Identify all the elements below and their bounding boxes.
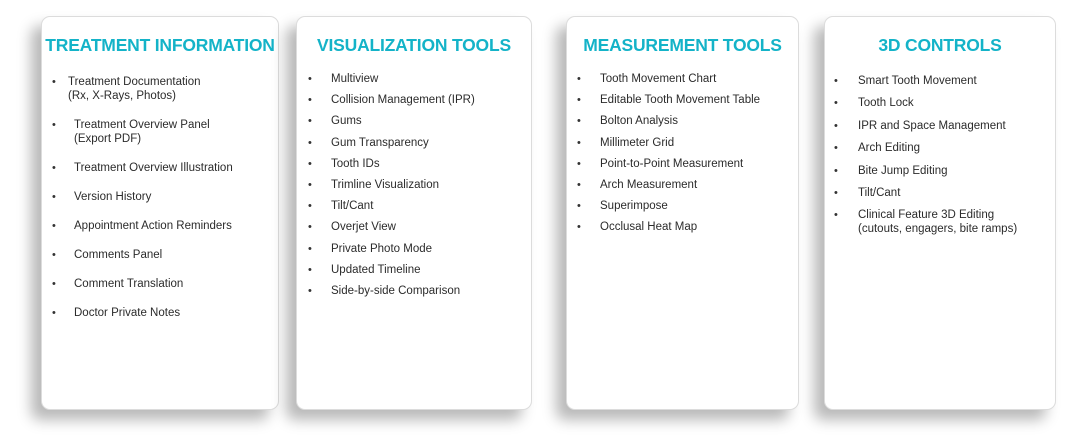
bullet-icon: • bbox=[52, 278, 56, 290]
panel-title: TREATMENT INFORMATION bbox=[45, 35, 275, 55]
list-item bbox=[308, 263, 531, 277]
list-item bbox=[577, 93, 798, 107]
bullet-icon: • bbox=[52, 220, 56, 232]
bullet-icon: • bbox=[308, 242, 312, 255]
bullet-icon: • bbox=[308, 200, 312, 213]
bullet-icon: • bbox=[308, 157, 312, 170]
bullet-icon: • bbox=[308, 136, 312, 149]
list-item-label: Version History bbox=[74, 191, 152, 203]
list-item bbox=[577, 220, 798, 234]
list-item-label: Occlusal Heat Map bbox=[600, 221, 698, 234]
list-item bbox=[577, 178, 798, 192]
list-item-label: Tooth IDs bbox=[331, 157, 380, 170]
list-item-label: Bolton Analysis bbox=[600, 115, 678, 128]
list-item-label: Smart Tooth Movement bbox=[858, 75, 977, 87]
list-item bbox=[834, 141, 1055, 155]
bullet-icon: • bbox=[577, 115, 581, 128]
bullet-icon: • bbox=[577, 94, 581, 107]
list-item-label: Millimeter Grid bbox=[600, 136, 675, 149]
list-item-label: Tilt/Cant bbox=[858, 186, 901, 199]
list-item-label: Treatment Overview Illustration bbox=[74, 162, 233, 174]
bullet-icon: • bbox=[577, 200, 581, 213]
bullet-icon: • bbox=[308, 73, 312, 85]
list-item bbox=[834, 96, 1055, 110]
list-item-label: Point-to-Point Measurement bbox=[600, 157, 744, 170]
list-item-label: Arch Measurement bbox=[600, 178, 698, 191]
feature-list bbox=[42, 75, 278, 320]
bullet-icon: • bbox=[308, 115, 312, 128]
bullet-icon: • bbox=[834, 119, 838, 132]
list-item-label: Treatment Documentation (Rx, X-Rays, Photos) bbox=[68, 76, 201, 102]
bullet-icon: • bbox=[308, 263, 312, 276]
bullet-icon: • bbox=[52, 119, 56, 131]
list-item bbox=[52, 75, 278, 103]
list-item bbox=[577, 136, 798, 150]
list-item-label: Treatment Overview Panel (Export PDF) bbox=[74, 119, 210, 145]
list-item-label: Appointment Action Reminders bbox=[74, 220, 232, 232]
bullet-icon: • bbox=[52, 307, 56, 319]
bullet-icon: • bbox=[52, 76, 56, 88]
bullet-icon: • bbox=[834, 142, 838, 155]
list-item-label: Comments Panel bbox=[74, 249, 163, 261]
bullet-icon: • bbox=[308, 94, 312, 107]
bullet-icon: • bbox=[834, 186, 838, 199]
list-item-label: Trimline Visualization bbox=[331, 178, 440, 191]
list-item-label: Gums bbox=[331, 115, 362, 128]
list-item bbox=[308, 178, 531, 192]
list-item-label: Clinical Feature 3D Editing (cutouts, engagers, bite ramps) bbox=[858, 209, 1018, 236]
list-item-label: Overjet View bbox=[331, 221, 396, 234]
list-item bbox=[308, 220, 531, 234]
bullet-icon: • bbox=[834, 75, 838, 87]
list-item bbox=[308, 199, 531, 213]
list-item-label: Doctor Private Notes bbox=[74, 307, 181, 319]
list-item-label: Arch Editing bbox=[858, 142, 921, 155]
bullet-icon: • bbox=[577, 157, 581, 170]
list-item bbox=[577, 114, 798, 128]
list-item-label: Tilt/Cant bbox=[331, 200, 374, 213]
list-item bbox=[308, 72, 531, 86]
list-item-label: Superimpose bbox=[600, 200, 668, 213]
bullet-icon: • bbox=[52, 249, 56, 261]
list-item bbox=[52, 248, 278, 262]
list-item bbox=[308, 136, 531, 150]
list-item-label: Side-by-side Comparison bbox=[331, 284, 461, 297]
list-item bbox=[834, 208, 1055, 236]
panel-title: VISUALIZATION TOOLS bbox=[317, 35, 511, 55]
list-item bbox=[52, 118, 278, 146]
bullet-icon: • bbox=[52, 162, 56, 174]
list-item bbox=[308, 242, 531, 256]
bullet-icon: • bbox=[577, 136, 581, 149]
list-item bbox=[577, 157, 798, 171]
list-item bbox=[52, 161, 278, 175]
list-item-label: IPR and Space Management bbox=[858, 119, 1006, 132]
list-item-label: Updated Timeline bbox=[331, 263, 421, 276]
bullet-icon: • bbox=[577, 221, 581, 234]
list-item bbox=[308, 157, 531, 171]
feature-list bbox=[567, 72, 798, 234]
list-item bbox=[308, 114, 531, 128]
list-item-label: Tooth Lock bbox=[858, 97, 914, 110]
list-item bbox=[308, 93, 531, 107]
bullet-icon: • bbox=[308, 221, 312, 234]
list-item-label: Comment Translation bbox=[74, 278, 184, 290]
bullet-icon: • bbox=[308, 284, 312, 297]
list-item bbox=[52, 277, 278, 291]
list-item-label: Gum Transparency bbox=[331, 136, 429, 149]
list-item bbox=[577, 72, 798, 86]
bullet-icon: • bbox=[577, 178, 581, 191]
list-item-label: Tooth Movement Chart bbox=[600, 73, 717, 85]
list-item bbox=[834, 119, 1055, 133]
list-item-label: Collision Management (IPR) bbox=[331, 94, 475, 107]
panel-treatment-information bbox=[41, 16, 279, 410]
list-item bbox=[52, 306, 278, 320]
list-item-label: Private Photo Mode bbox=[331, 242, 433, 255]
list-item bbox=[577, 199, 798, 213]
bullet-icon: • bbox=[834, 97, 838, 110]
list-item bbox=[52, 219, 278, 233]
panel-measurement-tools bbox=[566, 16, 799, 410]
feature-list bbox=[297, 72, 531, 298]
list-item bbox=[834, 186, 1055, 200]
bullet-icon: • bbox=[308, 178, 312, 191]
feature-list bbox=[825, 74, 1055, 236]
list-item bbox=[834, 164, 1055, 178]
bullet-icon: • bbox=[577, 73, 581, 85]
panel-3d-controls bbox=[824, 16, 1056, 410]
panel-title: 3D CONTROLS bbox=[878, 35, 1002, 55]
panel-title: MEASUREMENT TOOLS bbox=[583, 35, 782, 55]
panel-visualization-tools bbox=[296, 16, 532, 410]
bullet-icon: • bbox=[834, 164, 838, 177]
list-item bbox=[834, 74, 1055, 88]
list-item bbox=[308, 284, 531, 298]
list-item-label: Multiview bbox=[331, 73, 379, 85]
bullet-icon: • bbox=[834, 209, 838, 222]
list-item-label: Bite Jump Editing bbox=[858, 164, 948, 177]
list-item-label: Editable Tooth Movement Table bbox=[600, 94, 761, 107]
list-item bbox=[52, 190, 278, 204]
bullet-icon: • bbox=[52, 191, 56, 203]
